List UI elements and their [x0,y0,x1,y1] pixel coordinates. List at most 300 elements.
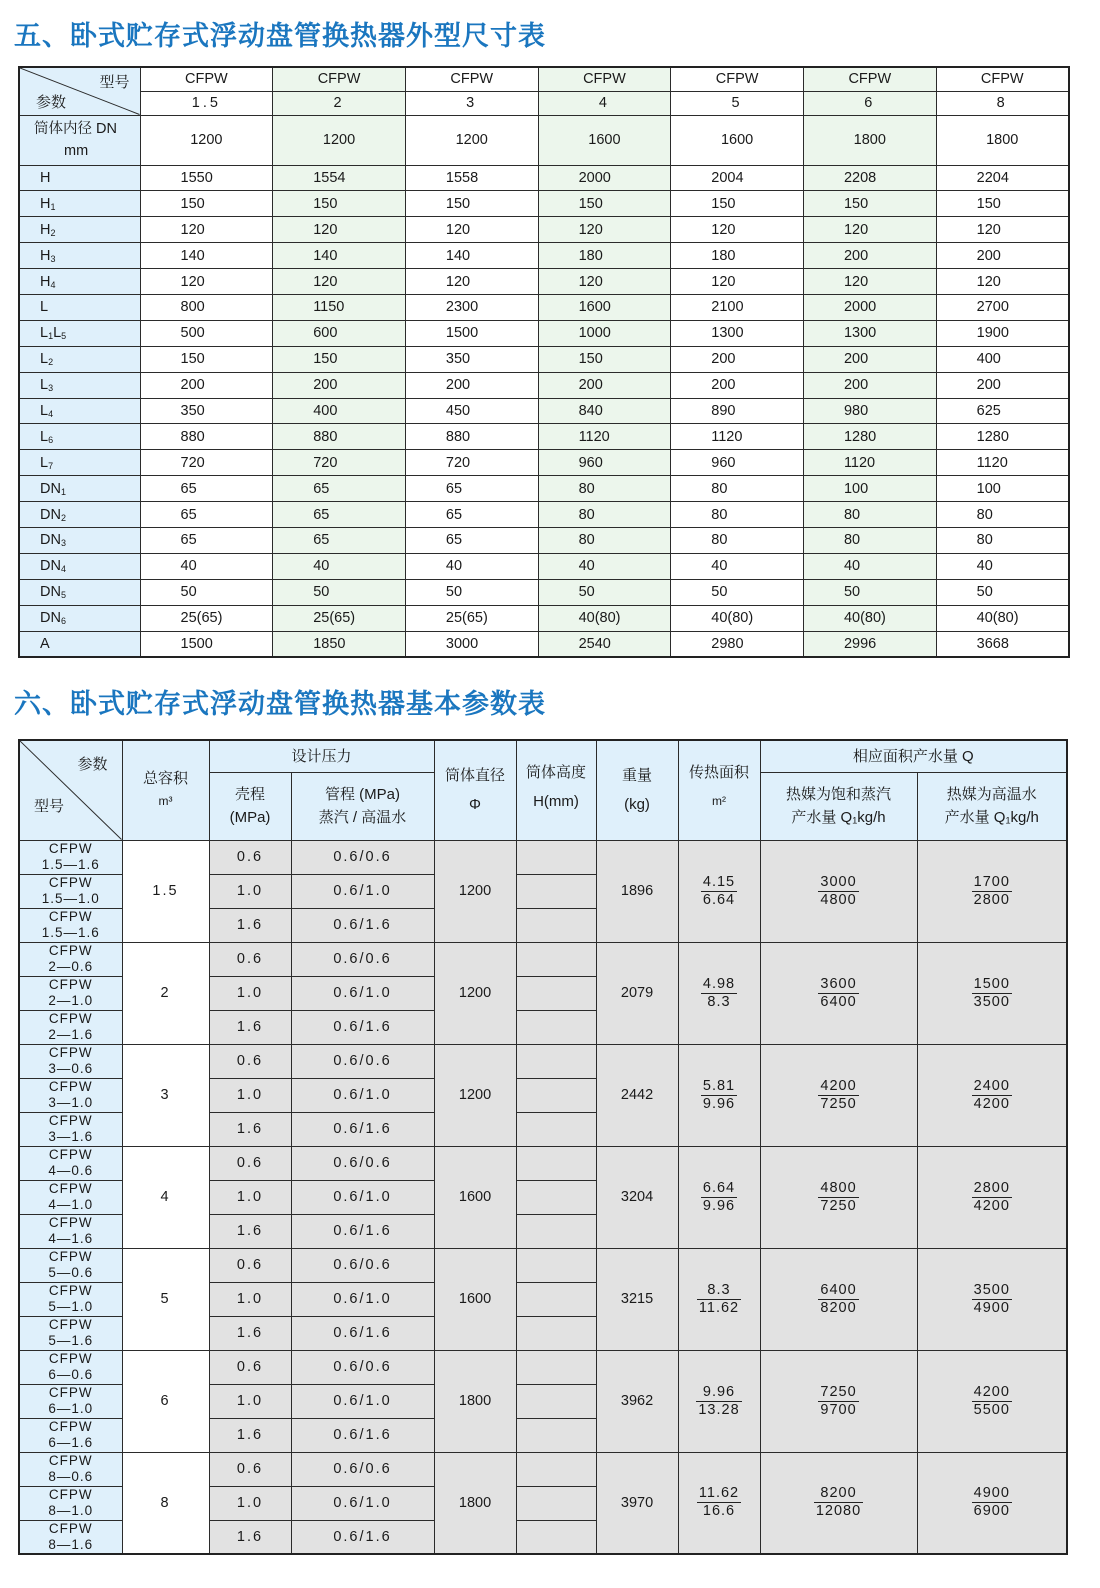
diameter-cell: 1800 [434,1350,516,1452]
table-cell: 80 [936,502,1069,528]
table-cell: 120 [405,217,538,243]
row-label [19,605,140,631]
model-line: CFPW [48,977,93,992]
hot-water-header [917,772,1067,840]
height-cell [516,976,596,1010]
tube-pressure-cell: 0.6/1.0 [291,976,434,1010]
header-text: 壳程 [234,786,265,803]
shell-pressure-cell: 1.0 [209,976,291,1010]
table-cell: 120 [405,269,538,295]
height-cell [516,1418,596,1452]
table-cell: 100 [803,476,936,502]
model-line: CFPW [48,1249,93,1264]
row-label-text: $L_1L_5$ [40,325,67,342]
table-row [19,346,1069,372]
table-row [19,527,1069,553]
shell-pressure-cell: 1.6 [209,1520,291,1554]
tube-pressure-cell: 0.6/1.6 [291,1418,434,1452]
table-cell: 150 [538,346,671,372]
height-cell [516,1180,596,1214]
height-cell [516,1044,596,1078]
fraction-numerator: 9.96 [696,1384,741,1402]
header-row [19,91,1069,115]
table-cell: 120 [671,269,804,295]
fraction-numerator: 6400 [820,1281,857,1298]
table-cell: 200 [803,372,936,398]
weight-cell: 2079 [596,942,678,1044]
model-header-label: 型号 [34,797,65,815]
fraction-denominator: 3500 [973,993,1010,1010]
model-number-cell: 6 [803,91,936,115]
fraction-numerator: 5.81 [702,1077,736,1094]
height-cell [516,908,596,942]
model-line: CFPW [48,1520,93,1536]
hot-water-output-cell [917,840,1067,942]
hot-water-output-cell [917,1452,1067,1554]
fraction-denominator: 4200 [973,1095,1010,1112]
table-cell: 80 [936,527,1069,553]
area-cell [678,1044,760,1146]
model-prefix-cell: CFPW [273,67,406,91]
fraction-value [972,976,1012,1011]
shell-pressure-cell: 1.0 [209,874,291,908]
table-cell: 50 [405,579,538,605]
model-prefix-cell: CFPW [803,67,936,91]
table-cell: 1600 [538,294,671,320]
model-line: CFPW [48,909,93,924]
fraction-value [972,1180,1012,1215]
header-text: 重量 [622,767,653,785]
header-text: 热媒为饱和蒸汽 [786,786,892,803]
steam-output-cell [760,1248,917,1350]
model-line: CFPW [48,1181,93,1196]
tube-pressure-cell: 0.6/1.6 [291,1214,434,1248]
model-cell [19,942,122,976]
fraction-numerator: 4.98 [702,975,736,992]
shell-pressure-cell: 0.6 [209,1452,291,1486]
table-row [19,1044,1067,1078]
table-cell: 120 [803,217,936,243]
table-row [19,372,1069,398]
model-line: 4—1.6 [48,1231,94,1246]
table-row [19,1452,1067,1486]
table-cell: 1550 [140,165,273,191]
row-label [19,115,140,165]
model-cell [19,1520,122,1554]
row-label-text: $DN_5$ [40,584,66,601]
table-cell: 840 [538,398,671,424]
fraction-numerator: 3600 [820,975,857,992]
header-text: m² [712,794,727,808]
table-row [19,476,1069,502]
table-cell: 150 [273,346,406,372]
steam-output-cell [760,1452,917,1554]
model-cell [19,1180,122,1214]
tube-pressure-cell: 0.6/1.0 [291,1180,434,1214]
section5-title: 五、卧式贮存式浮动盘管换热器外型尺寸表 [14,21,546,52]
steam-output-cell [760,1146,917,1248]
header-text: 蒸汽 / 高温水 [318,809,407,826]
tube-pressure-cell: 0.6/0.6 [291,1248,434,1282]
volume-cell: 1.5 [122,840,209,942]
table-cell: 200 [936,372,1069,398]
table-cell: 140 [405,243,538,269]
shell-pressure-cell: 1.6 [209,1214,291,1248]
table-cell: 880 [273,424,406,450]
row-label [19,346,140,372]
table-cell: 1300 [671,320,804,346]
model-cell [19,1112,122,1146]
header-text: 相应面积产水量 Q [852,747,974,765]
fraction-numerator: 6.64 [702,1179,736,1196]
height-cell [516,1282,596,1316]
diameter-cell: 1600 [434,1146,516,1248]
table-row [19,502,1069,528]
row-label [19,320,140,346]
area-cell [678,840,760,942]
table-cell: 50 [803,579,936,605]
tube-pressure-cell: 0.6/0.6 [291,942,434,976]
area-cell [678,1350,760,1452]
section6-title: 六、卧式贮存式浮动盘管换热器基本参数表 [14,689,546,720]
row-label [19,269,140,295]
table-cell: 1120 [803,450,936,476]
model-number-cell: 1.5 [140,91,273,115]
fraction-denominator: 7250 [820,1197,857,1214]
table-row [19,631,1069,657]
row-label-text: $DN_3$ [40,532,66,549]
table-cell: 200 [405,372,538,398]
model-cell [19,1214,122,1248]
table-cell: 40 [140,553,273,579]
table-row [19,165,1069,191]
model-number-cell: 5 [671,91,804,115]
area-cell [678,1146,760,1248]
model-prefix-cell: CFPW [936,67,1069,91]
model-line: 6—0.6 [48,1367,94,1382]
table-cell: 50 [140,579,273,605]
table-cell: 400 [273,398,406,424]
table-cell: 120 [936,269,1069,295]
table-cell: 2980 [671,631,804,657]
table-cell: 2208 [803,165,936,191]
steam-output-cell [760,1044,917,1146]
table-cell: 65 [273,476,406,502]
shell-pressure-cell: 1.0 [209,1486,291,1520]
table-cell: 25(65) [405,605,538,631]
height-cell [516,1248,596,1282]
fraction-value [701,874,737,909]
area-header [678,740,760,840]
table-cell: 40(80) [538,605,671,631]
fraction-numerator: 3000 [820,873,857,890]
water-output-header [760,740,1067,772]
design-pressure-header [209,740,434,772]
model-line: 1.5—1.0 [41,891,100,906]
table-row [19,115,1069,165]
table-cell: 960 [671,450,804,476]
diameter-cell: 1200 [434,1044,516,1146]
table-cell: 200 [671,346,804,372]
table-cell: 2100 [671,294,804,320]
table-row [19,217,1069,243]
table-cell: 100 [936,476,1069,502]
model-line: CFPW [48,1113,93,1128]
table-cell: 2996 [803,631,936,657]
table-cell: 1300 [803,320,936,346]
table-cell: 25(65) [273,605,406,631]
table-cell: 65 [273,502,406,528]
shell-pressure-cell: 1.6 [209,1010,291,1044]
model-cell [19,1452,122,1486]
table-cell: 1120 [671,424,804,450]
table-cell: 2300 [405,294,538,320]
fraction-denominator: 6900 [973,1503,1010,1520]
table-cell: 25(65) [140,605,273,631]
table-cell: 120 [140,269,273,295]
model-number-cell: 2 [273,91,406,115]
tube-pressure-cell: 0.6/1.0 [291,1486,434,1520]
table-row [19,1350,1067,1384]
header-text: 筒体直径 [445,767,506,785]
fraction-denominator: 11.62 [698,1299,740,1316]
table-cell: 880 [140,424,273,450]
table-row [19,424,1069,450]
fraction-value [814,1485,863,1520]
hot-water-output-cell [917,1350,1067,1452]
tube-pressure-cell: 0.6/1.0 [291,874,434,908]
fraction-value [697,1485,741,1520]
diameter-cell: 1200 [434,942,516,1044]
table-cell: 120 [803,269,936,295]
table-row [19,553,1069,579]
fraction-denominator: 9.96 [702,1197,736,1214]
shell-pressure-cell: 1.0 [209,1384,291,1418]
model-cell [19,976,122,1010]
table-cell: 200 [936,243,1069,269]
row-label-text: $L_3$ [40,377,54,394]
table-cell: 80 [671,527,804,553]
table-cell: 200 [671,372,804,398]
fraction-numerator: 8.3 [697,1282,741,1300]
row-label-text: $L_6$ [40,428,54,445]
header-text: 热媒为高温水 [946,786,1037,803]
table-cell: 150 [405,191,538,217]
table-row [19,840,1067,874]
model-cell [19,1418,122,1452]
shell-pressure-cell: 0.6 [209,1350,291,1384]
row-label [19,165,140,191]
table-cell: 50 [273,579,406,605]
table-cell: 3668 [936,631,1069,657]
volume-cell: 3 [122,1044,209,1146]
table-cell: 80 [803,527,936,553]
table-cell: 200 [538,372,671,398]
height-cell [516,942,596,976]
fraction-value [818,1078,858,1113]
tube-pressure-cell: 0.6/1.0 [291,1282,434,1316]
tube-pressure-cell: 0.6/0.6 [291,1350,434,1384]
fraction-value [701,976,737,1011]
table-cell: 720 [140,450,273,476]
height-cell [516,1384,596,1418]
table-cell: 1280 [803,424,936,450]
fraction-numerator: 4900 [973,1485,1010,1502]
model-line: 8—0.6 [48,1469,94,1484]
header-text: 产水量 Q₁kg/h [944,809,1039,826]
model-line: CFPW [48,943,93,958]
fraction-value [697,1282,741,1317]
fraction-denominator: 12080 [815,1503,862,1520]
weight-cell: 3962 [596,1350,678,1452]
model-line: CFPW [48,1045,93,1060]
table-cell: 65 [140,502,273,528]
fraction-denominator: 16.6 [702,1503,736,1520]
fraction-numerator: 11.62 [698,1485,740,1502]
table-cell: 1000 [538,320,671,346]
fraction-numerator: 2400 [973,1077,1010,1094]
height-cell [516,1146,596,1180]
height-cell [516,1520,596,1554]
table-cell: 40 [671,553,804,579]
fraction-value [972,1282,1012,1317]
fraction-denominator: 8200 [820,1299,857,1316]
table-row [19,398,1069,424]
table-cell: 720 [405,450,538,476]
table-cell: 2004 [671,165,804,191]
row-label-text: L [40,299,49,316]
table-cell: 1280 [936,424,1069,450]
fraction-numerator: 1700 [973,873,1010,890]
model-line: 1.5—1.6 [41,925,100,940]
table-cell: 880 [405,424,538,450]
weight-cell: 2442 [596,1044,678,1146]
height-cell [516,1486,596,1520]
volume-cell: 4 [122,1146,209,1248]
shell-pressure-cell: 0.6 [209,1044,291,1078]
row-label-text: $H_2$ [40,221,56,238]
header-text: 总容积 [142,770,188,788]
table-cell: 1200 [273,115,406,165]
volume-cell: 2 [122,942,209,1044]
model-cell [19,1350,122,1384]
header-text: 产水量 Q₁kg/h [791,809,886,826]
header-text: (MPa) [229,809,271,826]
row-label-text: $DN_6$ [40,610,66,627]
model-cell [19,1486,122,1520]
model-prefix-cell: CFPW [538,67,671,91]
model-line: 5—1.6 [48,1333,94,1348]
table-cell: 400 [936,346,1069,372]
shell-pressure-cell: 0.6 [209,1248,291,1282]
model-cell [19,1248,122,1282]
fraction-value [818,1282,858,1317]
table-cell: 1900 [936,320,1069,346]
volume-cell: 8 [122,1452,209,1554]
header-text: Φ [469,796,481,814]
table-cell: 1200 [140,115,273,165]
row-label [19,502,140,528]
height-header [516,740,596,840]
fraction-value [972,874,1012,909]
row-label-text: $DN_4$ [40,558,66,575]
table-cell: 65 [405,476,538,502]
model-line: 8—1.0 [48,1503,94,1518]
area-cell [678,1452,760,1554]
shell-pressure-cell: 1.0 [209,1078,291,1112]
model-line: CFPW [48,1215,93,1230]
tube-pressure-cell: 0.6/1.6 [291,1010,434,1044]
hot-water-output-cell [917,942,1067,1044]
header-row [19,740,1067,772]
shell-pressure-cell: 0.6 [209,942,291,976]
table-row [19,1248,1067,1282]
model-line: CFPW [48,1147,93,1162]
table-cell: 1554 [273,165,406,191]
model-line: 1.5—1.6 [41,857,100,872]
table-cell: 80 [538,502,671,528]
fraction-numerator: 8200 [814,1485,863,1503]
table-cell: 2700 [936,294,1069,320]
table-cell: 120 [273,269,406,295]
table-cell: 40 [405,553,538,579]
table-cell: 2000 [803,294,936,320]
model-cell [19,1384,122,1418]
fraction-denominator: 4800 [820,891,857,908]
fraction-value [818,976,858,1011]
row-label-text: $DN_1$ [40,480,66,497]
steam-output-cell [760,840,917,942]
row-label [19,191,140,217]
table-cell: 150 [936,191,1069,217]
row-label-text: H [40,169,51,186]
tube-pressure-cell: 0.6/0.6 [291,1146,434,1180]
table-cell: 80 [803,502,936,528]
hot-water-output-cell [917,1044,1067,1146]
shell-pressure-cell: 1.6 [209,1418,291,1452]
model-line: CFPW [48,1011,93,1026]
model-cell [19,1146,122,1180]
param-header-label: 参数 [36,93,67,111]
table-cell: 150 [671,191,804,217]
table-cell: 120 [538,217,671,243]
model-line: 3—1.0 [48,1095,94,1110]
fraction-value [972,1485,1012,1520]
fraction-denominator: 8.3 [707,993,731,1010]
fraction-denominator: 4200 [973,1197,1010,1214]
diagonal-header-cell [19,740,122,840]
row-label-text: A [40,635,50,652]
weight-header [596,740,678,840]
header-text: (kg) [624,796,650,814]
row-label [19,243,140,269]
shell-pressure-cell: 1.6 [209,1112,291,1146]
table-cell: 500 [140,320,273,346]
model-header-label: 型号 [99,74,130,91]
table-cell: 65 [140,476,273,502]
table-cell: 960 [538,450,671,476]
diameter-cell: 1600 [434,1248,516,1350]
model-prefix-cell: CFPW [671,67,804,91]
row-label [19,398,140,424]
dimension-table [18,66,1070,658]
table-cell: 80 [671,502,804,528]
table-cell: 40 [273,553,406,579]
height-cell [516,1112,596,1146]
row-label [19,527,140,553]
table-cell: 120 [273,217,406,243]
table-cell: 65 [140,527,273,553]
